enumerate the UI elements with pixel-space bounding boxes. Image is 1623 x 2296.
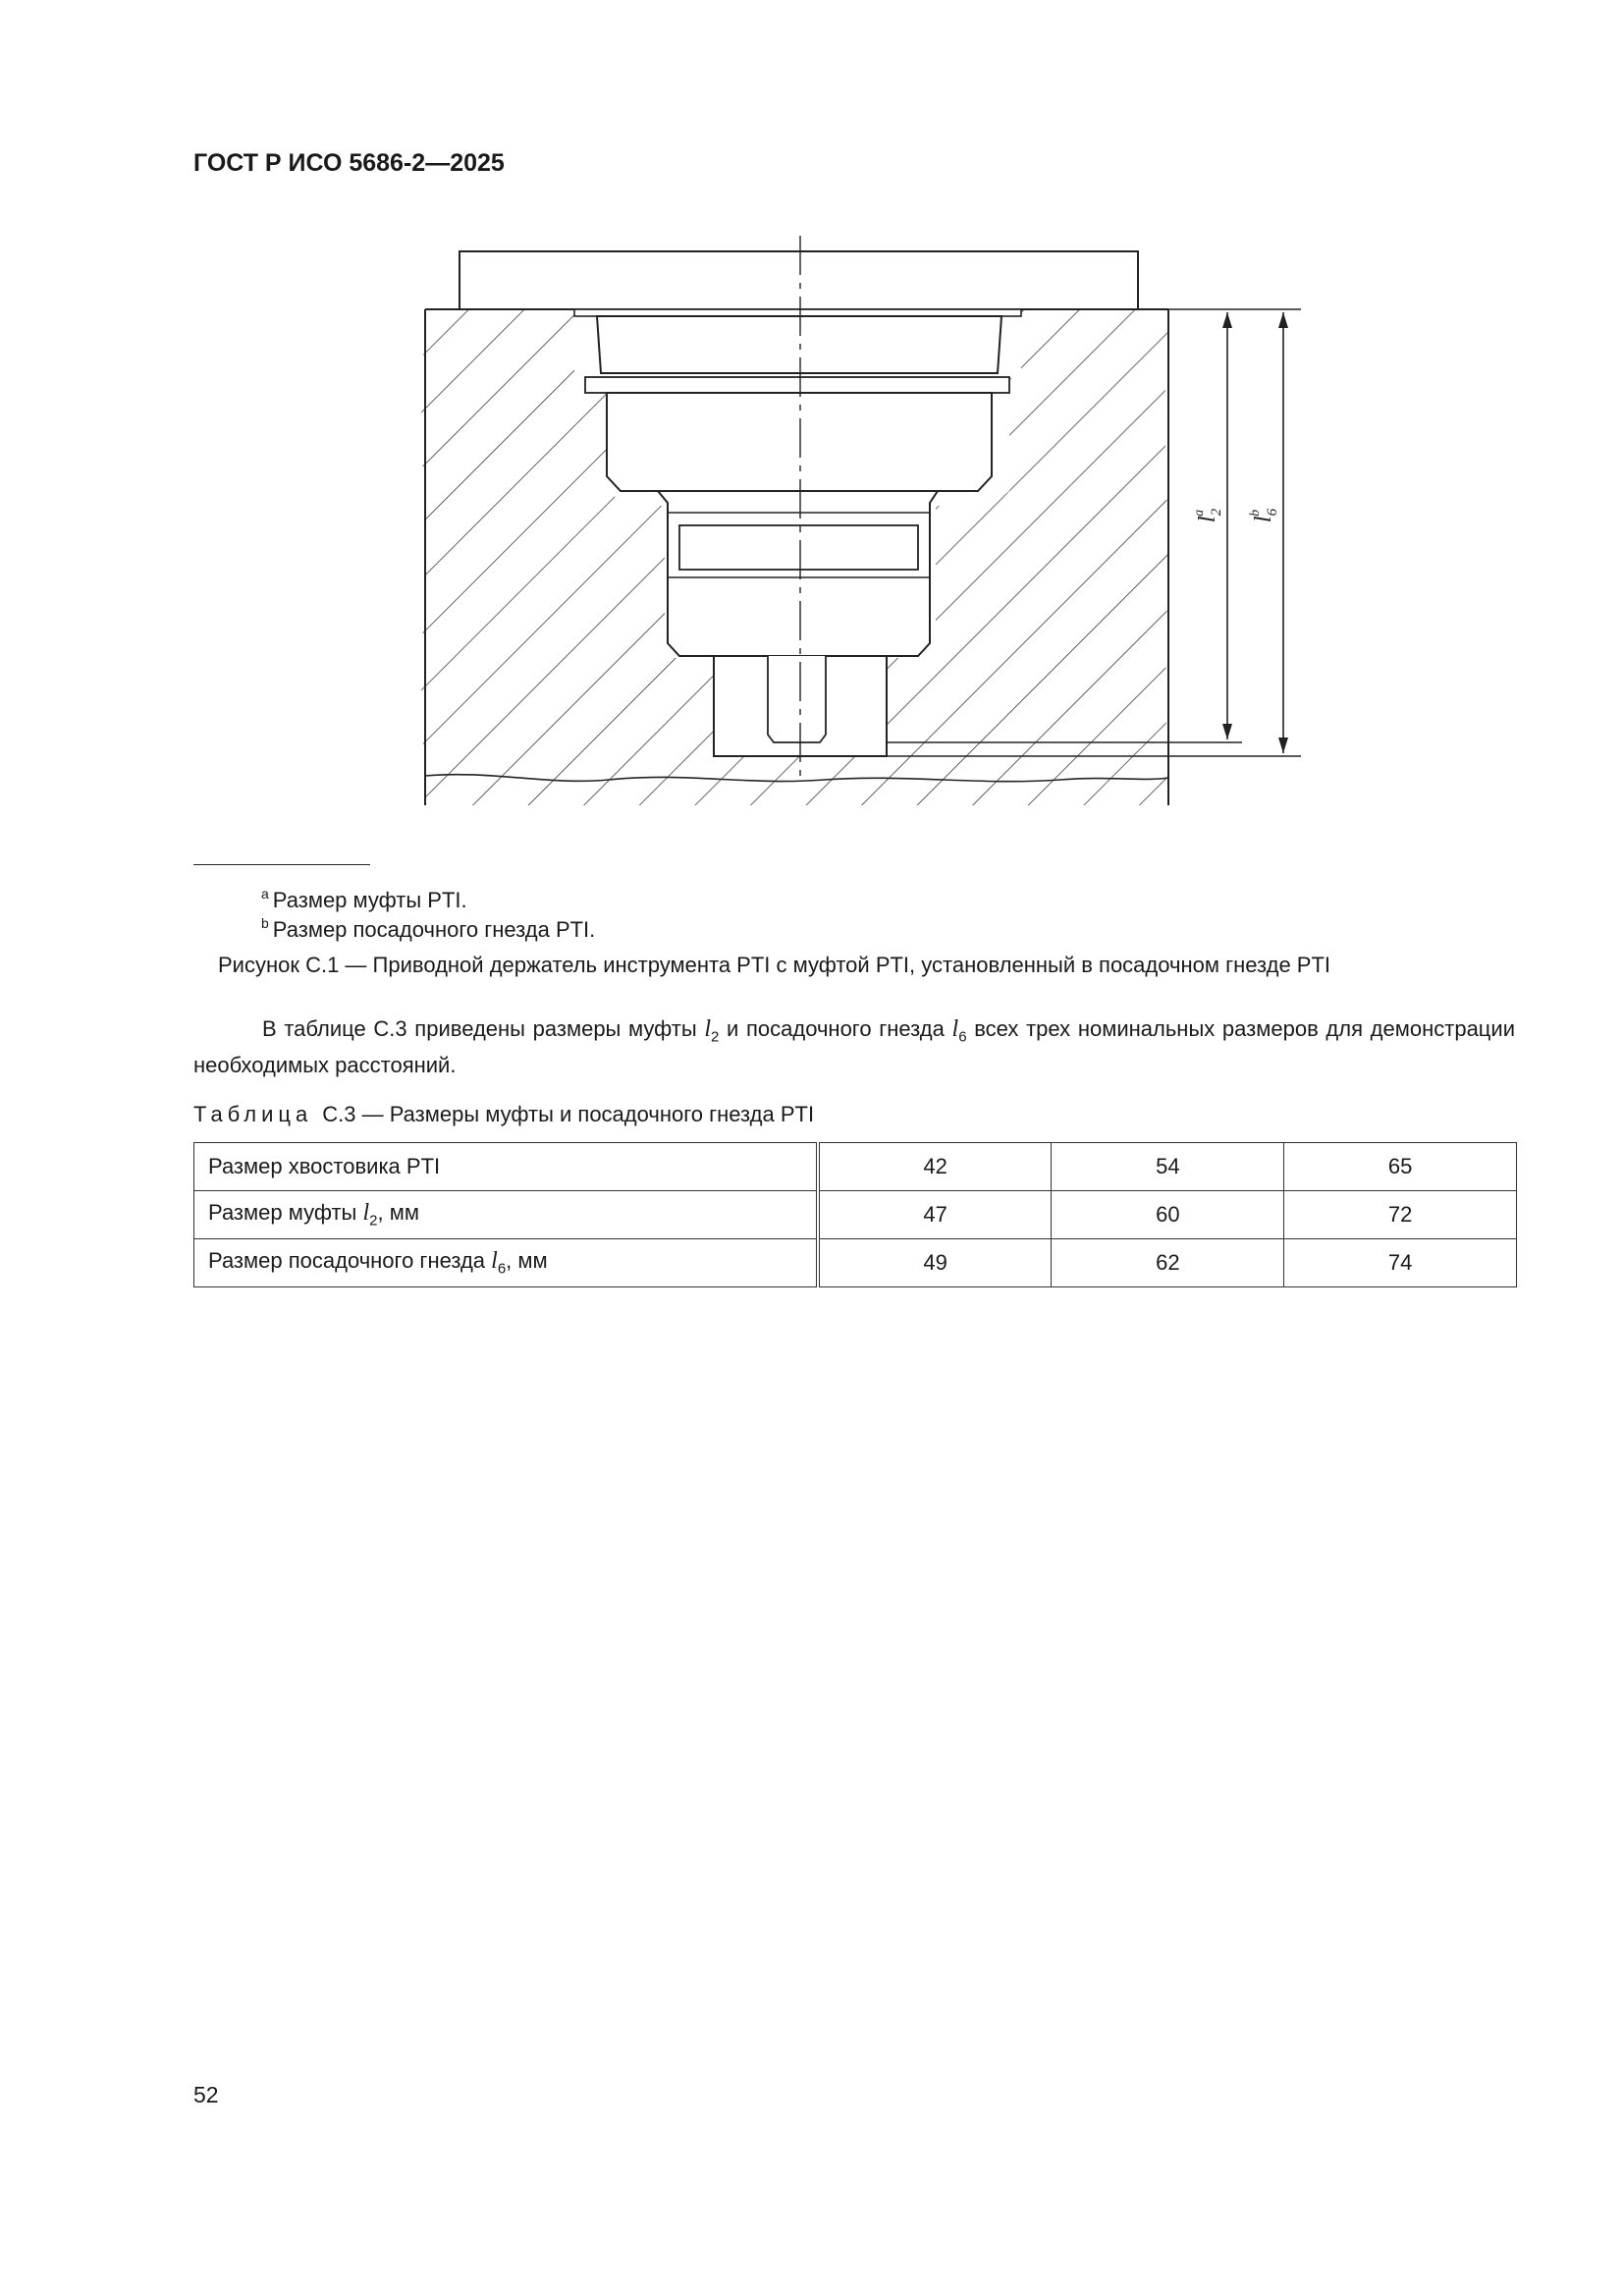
table-cell: 60 <box>1052 1191 1284 1239</box>
table-cell: 72 <box>1284 1191 1517 1239</box>
footnote-text: Размер муфты PTI. <box>272 888 467 912</box>
table-cell: 62 <box>1052 1239 1284 1287</box>
table-row <box>194 1191 1517 1239</box>
footnote-b <box>261 915 595 943</box>
body-paragraph: В таблице С.3 приведены размеры муфты $l_2$ и посадочного гнезда $l_6$ всех трех номинальных размеров для демонстрации необходимых расстояний. <box>193 1016 1515 1078</box>
technical-drawing <box>412 231 1316 840</box>
footnote-text: Размер посадочного гнезда PTI. <box>272 917 596 942</box>
footnote-mark: b <box>261 915 269 931</box>
flange-lip <box>585 377 1009 393</box>
document-header: ГОСТ Р ИСО 5686-2—2025 <box>193 149 505 177</box>
table-cell: 54 <box>1052 1143 1284 1191</box>
upper-flange <box>597 316 1001 373</box>
coupling-body <box>607 393 992 491</box>
table-caption <box>193 1102 814 1127</box>
collar-ring <box>574 309 1021 316</box>
top-plate <box>460 251 1138 309</box>
table-row <box>194 1143 1517 1191</box>
figure-caption: Рисунок С.1 — Приводной держатель инструмента PTI с муфтой PTI, установленный в посадочном гнезде PTI <box>218 953 1331 977</box>
table-cell: 47 <box>818 1191 1052 1239</box>
row-label: Размер посадочного гнезда $l_6$, мм <box>194 1239 818 1287</box>
groove <box>679 525 918 570</box>
table-cell: 74 <box>1284 1239 1517 1287</box>
table-caption-label: Таблица <box>193 1102 313 1126</box>
table-row <box>194 1239 1517 1287</box>
footnote-a <box>261 886 467 913</box>
drive-pin <box>768 656 826 742</box>
page-number: 52 <box>193 2082 219 2107</box>
footnote-mark: a <box>261 886 269 902</box>
dimensions-table <box>193 1142 1517 1287</box>
label-l2: $l_2a$ <box>1192 508 1224 523</box>
coupling-lower <box>658 491 938 656</box>
footnote-rule <box>193 864 370 865</box>
table-cell: 49 <box>818 1239 1052 1287</box>
label-l6: $l_6b$ <box>1248 508 1280 523</box>
row-label: Размер хвостовика PTI <box>194 1143 818 1191</box>
table-cell: 42 <box>818 1143 1052 1191</box>
row-label: Размер муфты $l_2$, мм <box>194 1191 818 1239</box>
table-cell: 65 <box>1284 1143 1517 1191</box>
table-caption-text: С.3 — Размеры муфты и посадочного гнезда PTI <box>322 1102 815 1126</box>
